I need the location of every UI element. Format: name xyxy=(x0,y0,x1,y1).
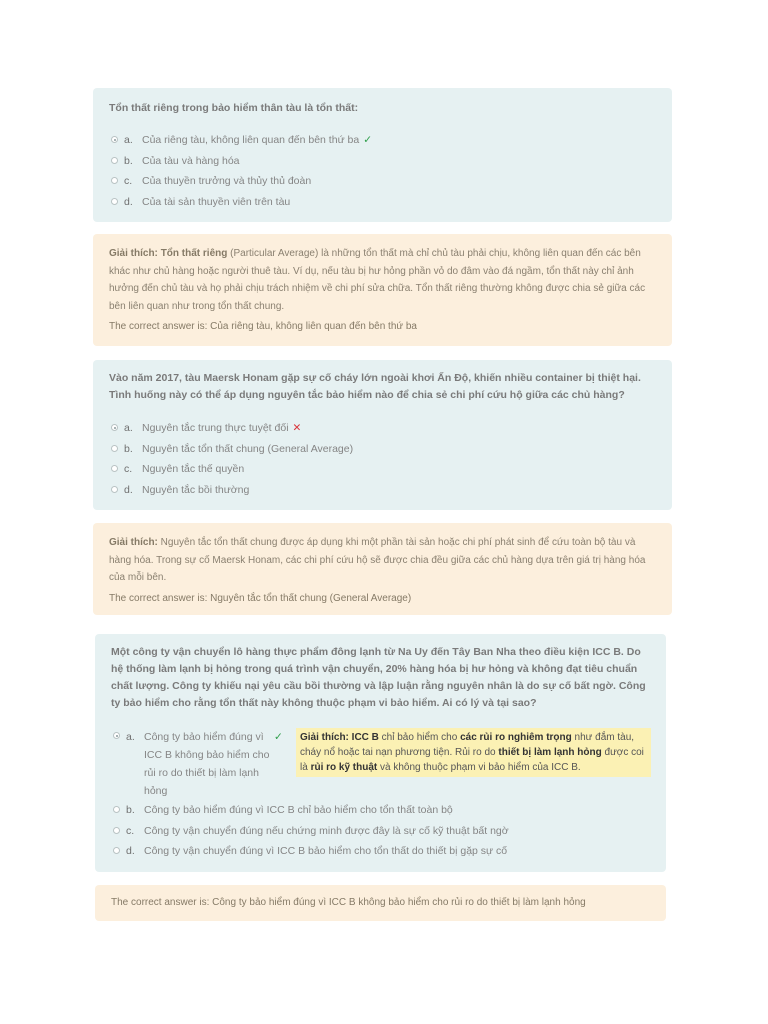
feedback-2-explanation xyxy=(109,534,656,587)
feedback-3-card xyxy=(95,885,666,921)
tip-text: như đắm tàu, cháy nổ hoặc tai nạn phương tiện. Rủi ro do xyxy=(300,732,635,758)
radio-button[interactable] xyxy=(111,136,118,143)
answer-letter: a. xyxy=(126,731,135,743)
answer-text: Công ty vận chuyển đúng nếu chứng minh được đây là sự cố kỹ thuật bất ngờ xyxy=(144,824,509,837)
answer-text: Nguyên tắc tổn thất chung (General Average) xyxy=(142,442,354,455)
feedback-3-correct-answer: The correct answer is: Công ty bảo hiểm đúng vì ICC B không bảo hiểm cho rủi ro do thiết bị làm lạnh hỏng xyxy=(111,897,586,908)
answer-option[interactable] xyxy=(109,192,656,213)
answer-letter: c. xyxy=(124,175,133,187)
answer-letter: c. xyxy=(126,824,135,837)
answer-option[interactable] xyxy=(109,418,656,439)
answer-option[interactable] xyxy=(109,459,656,480)
tip-text: được coi là xyxy=(300,747,644,773)
radio-button[interactable] xyxy=(111,445,118,452)
tip-label: Giải thích: ICC B xyxy=(300,732,379,743)
answer-option[interactable] xyxy=(111,821,650,842)
radio-button[interactable] xyxy=(111,198,118,205)
radio-button[interactable] xyxy=(113,806,120,813)
question-2-answers xyxy=(109,418,656,500)
answer-text: Của tàu và hàng hóa xyxy=(142,154,240,167)
answer-letter: d. xyxy=(126,845,135,857)
tip-text: chỉ bảo hiểm cho xyxy=(378,732,461,743)
answer-letter: a. xyxy=(124,422,133,434)
answer-letter: a. xyxy=(124,134,133,146)
question-1-text: Tổn thất riêng trong bảo hiểm thân tàu là tổn thất: xyxy=(109,102,359,114)
question-2-text: Vào năm 2017, tàu Maersk Honam gặp sự cố cháy lớn ngoài khơi Ấn Độ, khiến nhiều container bị thiệt hại. Tình huống này có thể áp dụng nguyên tắc bảo hiểm nào để chia sẻ chi phí cứu hộ giữa các chủ hàng? xyxy=(109,372,641,401)
answer-option[interactable] xyxy=(109,439,656,460)
answer-text: Nguyên tắc trung thực tuyệt đối xyxy=(142,422,289,434)
answer-text: Công ty vận chuyển đúng vì ICC B bảo hiểm cho tổn thất do thiết bị gặp sự cố xyxy=(144,845,508,857)
question-1-card xyxy=(93,88,672,222)
answer-option[interactable] xyxy=(109,130,656,151)
answer-option[interactable] xyxy=(111,841,650,862)
radio-button[interactable] xyxy=(111,177,118,184)
answer-option[interactable] xyxy=(109,151,656,172)
answer-text: Công ty bảo hiểm đúng vì ICC B chỉ bảo hiểm cho tổn thất toàn bộ xyxy=(144,804,453,816)
answer-letter: d. xyxy=(124,195,133,208)
answer-text: Của thuyền trưởng và thủy thủ đoàn xyxy=(142,175,312,187)
feedback-1-card xyxy=(93,234,672,346)
answer-text: Nguyên tắc bồi thường xyxy=(142,483,250,496)
radio-button[interactable] xyxy=(113,847,120,854)
answer-letter: d. xyxy=(124,483,133,496)
answer-text: Của tài sản thuyền viên trên tàu xyxy=(142,195,291,208)
feedback-2-card xyxy=(93,523,672,615)
question-2-card xyxy=(93,360,672,510)
answer-letter: b. xyxy=(124,442,133,455)
radio-button[interactable] xyxy=(111,424,118,431)
question-1-answers xyxy=(109,130,656,212)
answer-option[interactable] xyxy=(109,480,656,501)
explanation-label: Giải thích: xyxy=(109,537,158,548)
answer-text: Nguyên tắc thế quyền xyxy=(142,463,245,475)
explanation-body: (Particular Average) là những tổn thất mà chỉ chủ tàu phải chịu, không liên quan đến các bên khác như chủ hàng hoặc người thuê tàu. Ví dụ, nếu tàu bị hư hỏng phần vỏ do đâm vào đá ngầm, tổn thất này chỉ ảnh hưởng đến chủ tàu và họ phải chịu trách nhiệm về chi phí sửa chữa. Tổn thất riêng thường không được chia sẻ giữa các bên liên quan như trong tổn thất chung. xyxy=(109,248,646,312)
question-3-text: Một công ty vận chuyển lô hàng thực phẩm đông lạnh từ Na Uy đến Tây Ban Nha theo điều kiện ICC B. Do hệ thống làm lạnh bị hỏng trong quá trình vận chuyển, 20% hàng hóa bị hư hỏng và không đạt tiêu chuẩn chất lượng. Công ty khiếu nại yêu cầu bồi thường và lập luận rằng nguyên nhân là do sự cố bất ngờ. Công ty bảo hiểm cho rằng tổn thất này không thuộc phạm vi bảo hiểm. Ai có lý và tại sao? xyxy=(111,646,646,709)
radio-button[interactable] xyxy=(113,827,120,834)
tip-emphasis: rủi ro kỹ thuật xyxy=(310,762,378,773)
answer-option[interactable] xyxy=(111,800,650,821)
cross-icon: ✕ xyxy=(292,422,302,434)
answer-text: Của riêng tàu, không liên quan đến bên thứ ba xyxy=(142,134,360,146)
tip-emphasis: các rủi ro nghiêm trọng xyxy=(460,732,572,743)
feedback-1-correct-answer: The correct answer is: Của riêng tàu, không liên quan đến bên thứ ba xyxy=(109,321,417,332)
radio-button[interactable] xyxy=(111,157,118,164)
tip-emphasis: thiết bị làm lạnh hỏng xyxy=(498,747,602,758)
explanation-term: Tổn thất riêng xyxy=(160,248,228,259)
radio-button[interactable] xyxy=(113,732,120,739)
radio-button[interactable] xyxy=(111,465,118,472)
answer-letter: b. xyxy=(124,154,133,167)
explanation-label: Giải thích: xyxy=(109,248,158,259)
explanation-body: Nguyên tắc tổn thất chung được áp dụng khi một phần tài sản hoặc chi phí phát sinh để cứu toàn bộ tàu và hàng hóa. Trong sự cố Maersk Honam, các chi phí cứu hộ sẽ được chia đều giữa các chủ hàng dựa trên giá trị hàng hóa của mỗi bên. xyxy=(109,537,646,583)
answer-letter: b. xyxy=(126,804,135,816)
answer-explanation-tooltip xyxy=(296,728,651,777)
feedback-1-explanation xyxy=(109,245,656,315)
answer-option[interactable] xyxy=(109,171,656,192)
radio-button[interactable] xyxy=(111,486,118,493)
feedback-2-correct-answer: The correct answer is: Nguyên tắc tổn thất chung (General Average) xyxy=(109,592,412,604)
check-icon: ✓ xyxy=(274,731,283,743)
answer-text: Công ty bảo hiểm đúng vì ICC B không bảo hiểm cho rủi ro do thiết bị làm lạnh hỏng xyxy=(144,731,270,797)
check-icon: ✓ xyxy=(363,134,373,146)
tip-text: và không thuộc phạm vi bảo hiểm của ICC B. xyxy=(377,762,581,773)
answer-letter: c. xyxy=(124,463,133,475)
